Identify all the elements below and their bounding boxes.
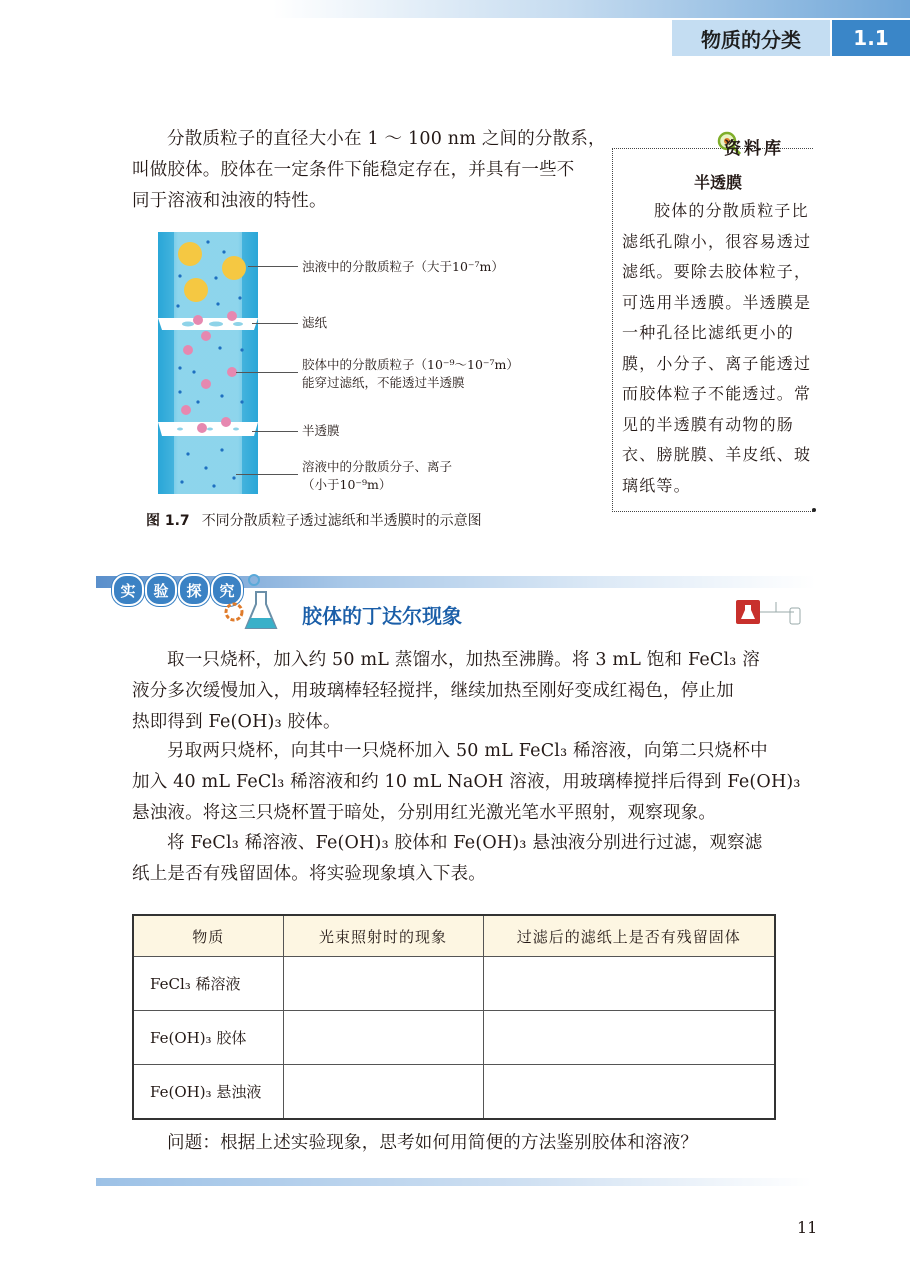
leader-line [252, 323, 298, 324]
beam-observation-cell [283, 1011, 483, 1065]
leader-line [252, 431, 298, 432]
header-gradient-band [0, 0, 910, 18]
intro-line-2: 叫做胶体。胶体在一定条件下能稳定存在，并具有一些不 [132, 160, 575, 180]
colloid-particle [193, 315, 203, 325]
exp-p2-line-1: 另取两只烧杯，向其中一只烧杯加入 50 mL FeCl₃ 稀溶液，向第二只烧杯中 [167, 741, 768, 761]
sidebar-title: 半透膜 [694, 173, 743, 192]
filter-residue-cell [483, 1011, 775, 1065]
experiment-tag-char: 究 [211, 574, 243, 606]
label-solution-line-1: 溶液中的分散质分子、离子 [302, 459, 453, 474]
page-number: 11 [797, 1218, 818, 1237]
exp-p3-line-1: 将 FeCl₃ 稀溶液、Fe(OH)₃ 胶体和 Fe(OH)₃ 悬浊液分别进行过滤，观察滤 [167, 833, 763, 853]
turbid-particle [178, 242, 202, 266]
column-header: 过滤后的滤纸上是否有残留固体 [483, 915, 775, 957]
label-filter-paper: 滤纸 [302, 315, 328, 330]
filtration-diagram [158, 232, 258, 494]
section-number: 1.1 [832, 20, 910, 56]
membrane-pore [177, 428, 183, 431]
exp-p1-line-2: 液分多次缓慢加入，用玻璃棒轻轻搅拌，继续加热至刚好变成红褐色，停止加 [132, 681, 734, 701]
experiment-tag-char: 实 [112, 574, 144, 606]
filter-residue-cell [483, 957, 775, 1011]
sidebar-text: 胶体的分散质粒子比滤纸孔隙小，很容易透过滤纸。要除去胶体粒子，可选用半透膜。半透膜是一种孔径比滤纸更小的膜，小分子、离子能透过而胶体粒子不能透过。常见的半透膜有动物的肠衣、膀胱膜、羊皮纸、玻璃纸等。 [622, 201, 812, 495]
intro-line-3: 同于溶液和浊液的特性。 [132, 191, 327, 211]
leader-line [236, 474, 298, 475]
colloid-particle [201, 379, 211, 389]
colloid-particle [221, 417, 231, 427]
figure-caption-text: 不同分散质粒子透过滤纸和半透膜时的示意图 [201, 513, 482, 529]
table-row [133, 957, 775, 1011]
column-header: 物质 [133, 915, 283, 957]
label-colloid-line-2: 能穿过滤纸，不能透过半透膜 [302, 375, 465, 390]
label-turbid-particles: 浊液中的分散质粒子（大于10⁻⁷m） [302, 259, 504, 274]
exp-p1-line-3: 热即得到 Fe(OH)₃ 胶体。 [132, 712, 341, 732]
turbid-particle [222, 256, 246, 280]
label-solution-particles [302, 458, 452, 494]
membrane-pore [207, 428, 213, 431]
figure-caption [146, 510, 482, 530]
filter-pore [209, 322, 223, 327]
figure-number: 图 1.7 [146, 513, 190, 529]
results-table [132, 914, 776, 1120]
label-colloid-particles [302, 356, 519, 392]
colloid-particle [227, 311, 237, 321]
colloid-particle [201, 331, 211, 341]
membrane-pore [233, 428, 239, 431]
beam-observation-cell [283, 1065, 483, 1120]
exp-p3-line-2: 纸上是否有残留固体。将实验现象填入下表。 [132, 864, 486, 884]
beam-observation-cell [283, 957, 483, 1011]
label-membrane: 半透膜 [302, 423, 340, 438]
label-colloid-line-1: 胶体中的分散质粒子（10⁻⁹～10⁻⁷m） [302, 357, 519, 372]
leader-line [236, 372, 298, 373]
filter-pore [233, 322, 243, 326]
chapter-title: 物质的分类 [672, 20, 830, 56]
experiment-tag-char: 探 [178, 574, 210, 606]
turbid-particle [184, 278, 208, 302]
table-header-row [133, 915, 775, 957]
filter-pore [182, 322, 194, 327]
substance-cell: Fe(OH)₃ 悬浊液 [133, 1065, 283, 1120]
lab-flask-red-icon [736, 598, 806, 628]
table-row [133, 1011, 775, 1065]
sidebar-corner-dot [812, 508, 816, 512]
column-header: 光束照射时的现象 [283, 915, 483, 957]
sidebar-heading: 资料库 [724, 139, 784, 159]
exp-p2-line-2: 加入 40 mL FeCl₃ 稀溶液和约 10 mL NaOH 溶液，用玻璃棒搅拌后得到 Fe(OH)₃ [132, 772, 801, 792]
experiment-bottom-band [96, 1178, 812, 1186]
question-line: 问题：根据上述实验现象，思考如何用简便的方法鉴别胶体和溶液？ [167, 1133, 698, 1153]
table-row [133, 1065, 775, 1120]
flask-gears-icon [222, 572, 282, 636]
filter-residue-cell [483, 1065, 775, 1120]
colloid-particle [197, 423, 207, 433]
colloid-particle [183, 345, 193, 355]
substance-cell: FeCl₃ 稀溶液 [133, 957, 283, 1011]
intro-line-1: 分散质粒子的直径大小在 1 ～ 100 nm 之间的分散系， [167, 129, 606, 149]
exp-p2-line-3: 悬浊液。将这三只烧杯置于暗处，分别用红光激光笔水平照射，观察现象。 [132, 803, 717, 823]
leader-line [248, 266, 298, 267]
label-solution-line-2: （小于10⁻⁹m） [302, 477, 392, 492]
tube-left-wall [158, 232, 174, 494]
colloid-particle [181, 405, 191, 415]
substance-cell: Fe(OH)₃ 胶体 [133, 1011, 283, 1065]
experiment-title: 胶体的丁达尔现象 [302, 604, 462, 628]
experiment-tag-char: 验 [145, 574, 177, 606]
exp-p1-line-1: 取一只烧杯，加入约 50 mL 蒸馏水，加热至沸腾。将 3 mL 饱和 FeCl₃ 溶 [167, 650, 760, 670]
